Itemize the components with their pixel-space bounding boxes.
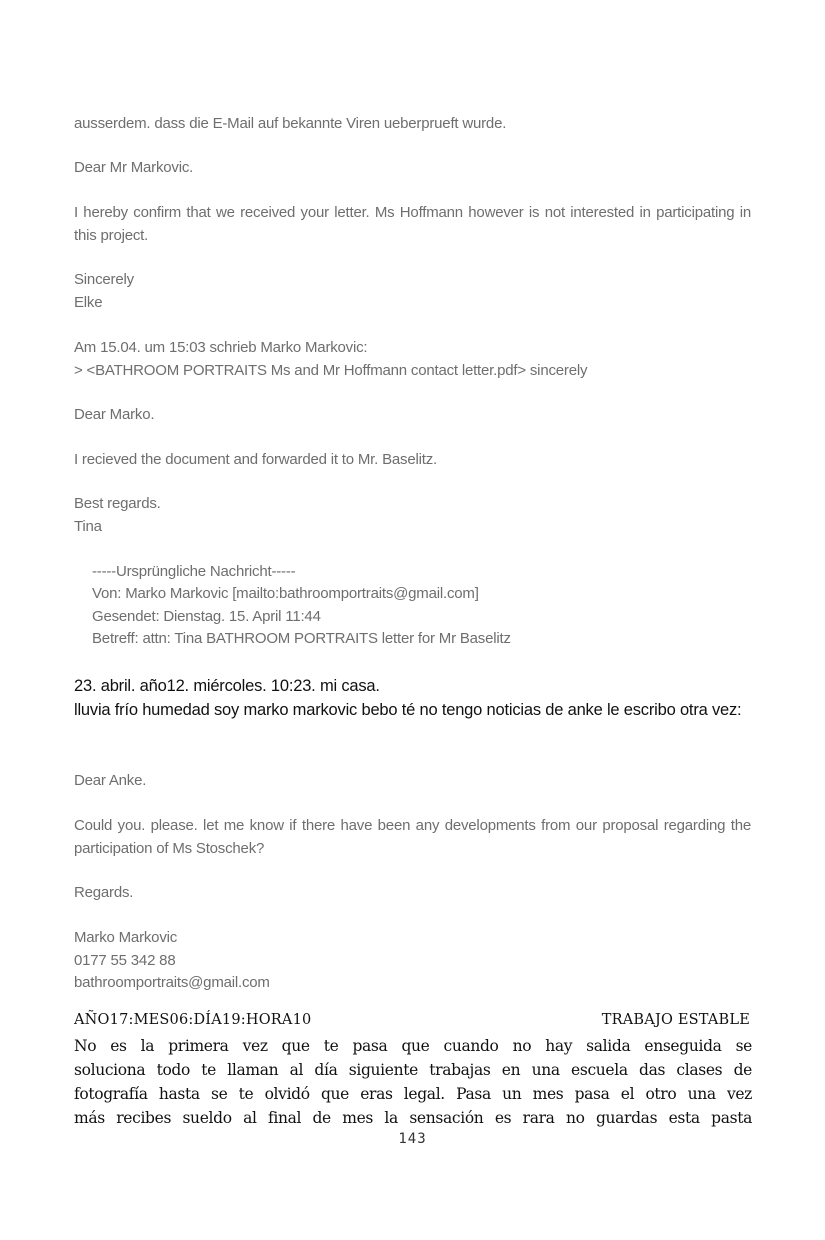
anke-body: Could you. please. let me know if there have been any developments from our proposal regarding the participation of Ms Stoschek? [74, 817, 751, 857]
mail-salutation: Dear Mr Markovic. [74, 159, 194, 176]
diary-timestamp: AÑO17:MES06:DÍA19:HORA10 [74, 1012, 312, 1028]
mail-signature: Elke [74, 293, 103, 311]
diary-line: No es la primera vez que te pasa que cuando no hay salida enseguida se [74, 1037, 752, 1055]
signature-phone: 0177 55 342 88 [74, 951, 176, 969]
mail-virus-note: ausserdem. dass die E-Mail auf bekannte Viren ueberprueft wurde. [74, 115, 507, 132]
signature-block [74, 927, 751, 995]
page-number: 143 [398, 1131, 427, 1147]
diary-line: soluciona todo te llaman al día siguiente trabajas en una escuela das clases de [74, 1061, 752, 1079]
anke-salutation: Dear Anke. [74, 772, 147, 789]
mail-body: I hereby confirm that we received your letter. Ms Hoffmann however is not interested in participating in this project. [74, 204, 751, 244]
diary-line: fotografía hasta se te olvidó que eras legal. Pasa un mes pasa el otro una vez [74, 1085, 752, 1103]
reply-closing-block [74, 493, 751, 538]
reply-salutation: Dear Marko. [74, 406, 155, 423]
reply-body: I recieved the document and forwarded it to Mr. Baselitz. [74, 451, 437, 468]
original-message-block [92, 561, 732, 650]
quote-block [74, 337, 751, 382]
mail-closing-block [74, 269, 751, 314]
journal-dateline: 23. abril. año12. miércoles. 10:23. mi casa. [74, 677, 380, 695]
signature-name: Marko Markovic [74, 929, 178, 946]
diary-line: más recibes sueldo al final de mes la sensación es rara no guardas esta pasta [74, 1109, 752, 1127]
journal-text: lluvia frío humedad soy marko markovic bebo té no tengo noticias de anke le escribo otra vez: [74, 701, 742, 719]
diary-title: TRABAJO ESTABLE [601, 1012, 750, 1028]
quote-header: Am 15.04. um 15:03 schrieb Marko Markovic: [74, 339, 368, 356]
signature-email: bathroomportraits@gmail.com [74, 974, 270, 991]
diary-header [74, 1012, 750, 1034]
journal-entry [74, 674, 751, 722]
anke-closing: Regards. [74, 884, 134, 901]
original-message-subject: Betreff: attn: Tina BATHROOM PORTRAITS letter for Mr Baselitz [92, 629, 511, 647]
original-message-sent: Gesendet: Dienstag. 15. April 11:44 [92, 607, 321, 625]
original-message-divider: -----Ursprüngliche Nachricht----- [92, 563, 296, 580]
quote-line: > <BATHROOM PORTRAITS Ms and Mr Hoffmann contact letter.pdf> sincerely [74, 361, 588, 379]
mail-closing: Sincerely [74, 271, 134, 288]
diary-text [74, 1034, 752, 1130]
reply-closing: Best regards. [74, 495, 161, 512]
reply-signature: Tina [74, 517, 102, 535]
original-message-from: Von: Marko Markovic [mailto:bathroomportraits@gmail.com] [92, 585, 479, 603]
